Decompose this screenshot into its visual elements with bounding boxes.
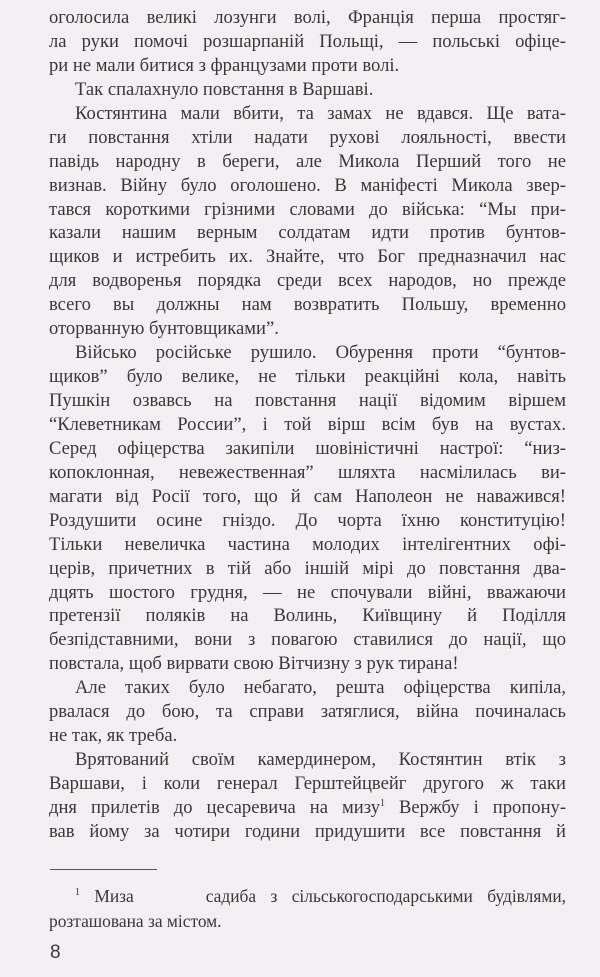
text: дня прилетів до цесаревича на мизу (49, 796, 380, 818)
text-line: Пушкін озвавсь на повстання нації відомим віршем (49, 390, 566, 411)
text-line: рвалася до бою, та справи затяглися, війна починалась (49, 701, 566, 723)
body-text (49, 6, 566, 844)
text-line: претензії поляків на Волинь, Київщину й Поділля (49, 605, 566, 627)
text-line: оторванную бунтовщиками”. (49, 318, 279, 340)
text-line: безпідставними, вони з повагою ставилися до нації, що (49, 629, 566, 651)
text-line: щиков и истребить их. Знайте, что Бог предназначил нас (49, 246, 566, 268)
text-line: Варшави, і коли генерал Герштейцвейг другого ж таки (49, 773, 566, 794)
text-line: Врятований своїм камердинером, Костянтин втік з (75, 749, 566, 771)
text-line: Тільки невеличка частина молодих інтелігентних офі- (49, 533, 566, 555)
text-line: всего вы должны нам возвратить Польшу, временно (49, 294, 566, 316)
text-line: Військо російське рушило. Обурення проти “бунтов- (75, 342, 566, 364)
text-line: Але таких було небагато, решта офіцерства кипіла, (75, 677, 566, 699)
text-line: Роздушити осине гніздо. До чорта їхню конституцію! (49, 509, 566, 531)
text-line: щиков” було велике, не тільки реакційні кола, навіть (49, 366, 566, 388)
footnote-divider (50, 869, 157, 870)
text-line: ги повстання хтіли надати рухові лояльності, ввести (49, 126, 566, 148)
text: Вержбу і пропону- (385, 796, 567, 818)
footnote-line: розташована за містом. (49, 911, 222, 931)
text-line: вав йому за чотири години придушити все повстання й (49, 820, 566, 842)
footnote-text: Миза садиба з сільськогосподарськими будівлями, (80, 886, 566, 906)
text-line: “Клеветникам России”, і той вірш всім був на вустах. (49, 413, 566, 435)
text-line: для водворенья порядка среди всех народов, но прежде (49, 270, 566, 292)
footnote-ref[interactable]: 1 (380, 797, 385, 809)
text-line: ри не мали битися з французами проти волі. (49, 54, 400, 76)
text-line: не так, як треба. (49, 725, 178, 747)
text-line: тався короткими грізними словами до війська: “Мы при- (49, 198, 566, 220)
text-line-with-footnote-ref (49, 796, 566, 820)
text-line: павідь народну в береги, але Микола Перший того не (49, 150, 566, 172)
page-number: 8 (50, 942, 61, 963)
text-line: копоклонная, невежественная” шляхта насмілилась ви- (49, 461, 566, 483)
text-line: Серед офіцерства закипіли шовіністичні настрої: “низ- (49, 437, 566, 459)
text-line: Костянтина мали вбити, та замах не вдався. Ще вата- (75, 102, 566, 124)
text-line: Так спалахнуло повстання в Варшаві. (75, 78, 374, 100)
footnote-mark: 1 (75, 887, 80, 898)
text-line: визнав. Війну було оголошено. В маніфесті Микола звер- (49, 174, 566, 196)
text-line: оголосила великі лозунги волі, Франція перша простяг- (49, 7, 566, 28)
text-line: церів, причетних в тій або іншій мірі до повстання два- (49, 557, 566, 579)
footnote-line (49, 884, 566, 909)
text-line: повстала, щоб вирвати свою Вітчизну з рук тирана! (49, 653, 459, 675)
text-line: ла руки помочі розшарпаній Польщі, — польські офіце- (49, 30, 566, 52)
text-line: казали нашим верным солдатам идти против бунтов- (49, 222, 566, 244)
text-line: магати від Росії того, що й сам Наполеон не наважився! (49, 485, 566, 507)
text-line: дцять шостого грудня, — не спочували війні, вважаючи (49, 581, 566, 603)
footnote (49, 884, 566, 934)
